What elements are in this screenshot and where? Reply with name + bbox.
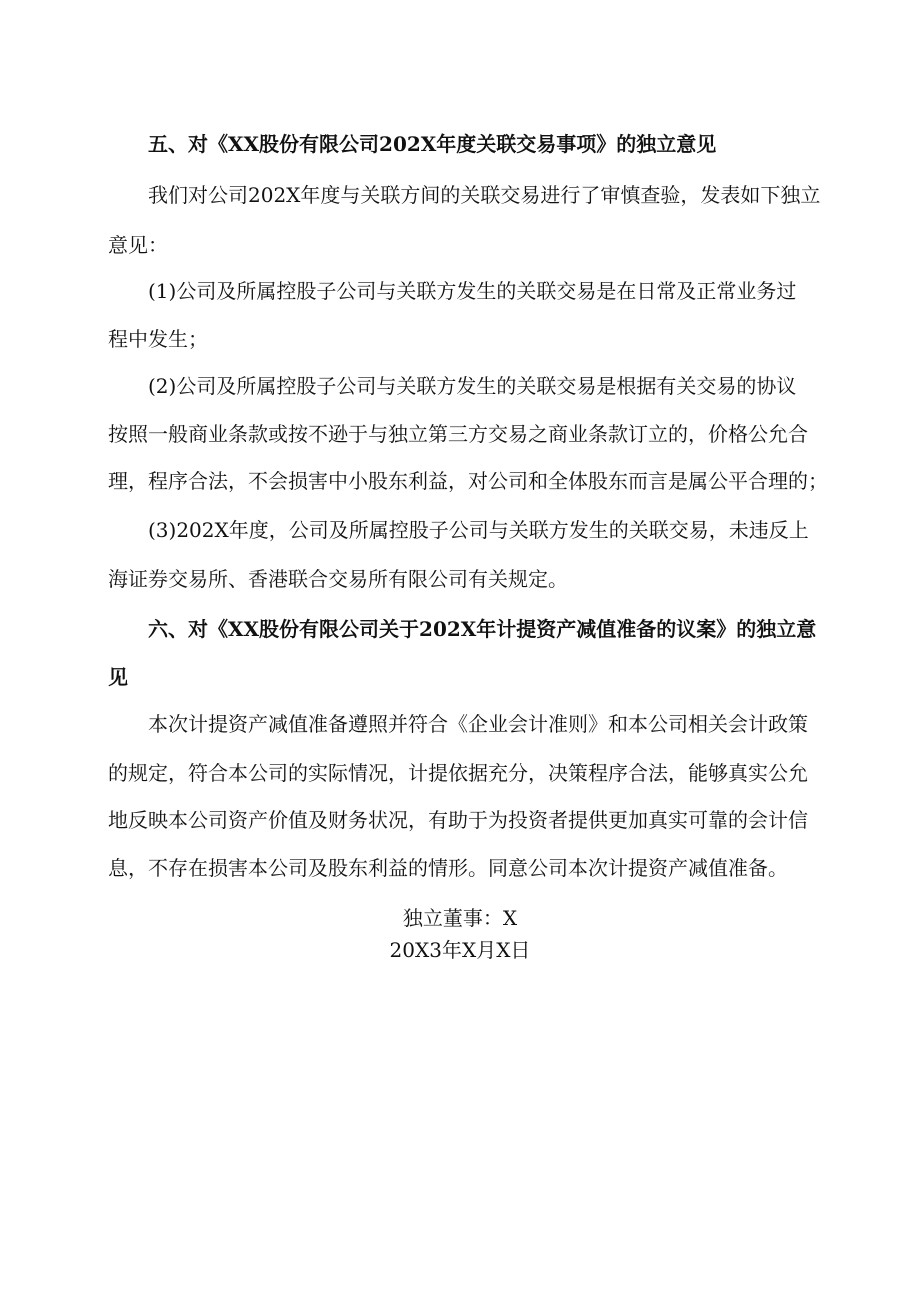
section6-heading-line-1: 六、对《XX股份有限公司关于202X年计提资产减值准备的议案》的独立意: [148, 617, 817, 641]
section6-body-line-4: 息，不存在损害本公司及股东利益的情形。同意公司本次计提资产减值准备。: [108, 856, 788, 880]
section5-item1-line-1: (1)公司及所属控股子公司与关联方发生的关联交易是在日常及正常业务过: [148, 279, 797, 303]
section5-intro-line-2: 意见：: [108, 233, 168, 257]
section5-item3-line-1: (3)202X年度，公司及所属控股子公司与关联方发生的关联交易，未违反上: [148, 518, 809, 542]
section5-item2-line-3: 理，程序合法，不会损害中小股东利益，对公司和全体股东而言是属公平合理的；: [108, 469, 828, 493]
section5-item2-line-2: 按照一般商业条款或按不逊于与独立第三方交易之商业条款订立的，价格公允合: [108, 422, 808, 446]
section5-item3-line-2: 海证券交易所、香港联合交易所有限公司有关规定。: [108, 567, 568, 591]
section5-item2-line-1: (2)公司及所属控股子公司与关联方发生的关联交易是根据有关交易的协议: [148, 374, 797, 398]
signature-director: 独立董事：X: [402, 906, 518, 930]
section5-intro-line-1: 我们对公司202X年度与关联方间的关联交易进行了审慎查验，发表如下独立: [148, 183, 821, 207]
section5-item1-line-2: 程中发生；: [108, 327, 208, 351]
section6-body-line-2: 的规定，符合本公司的实际情况，计提依据充分，决策程序合法，能够真实公允: [108, 761, 808, 785]
section6-heading-line-2: 见: [108, 665, 128, 689]
section6-body-line-1: 本次计提资产减值准备遵照并符合《企业会计准则》和本公司相关会计政策: [148, 712, 808, 736]
section6-body-line-3: 地反映本公司资产价值及财务状况，有助于为投资者提供更加真实可靠的会计信: [108, 808, 808, 832]
signature-date: 20X3年X月X日: [389, 938, 531, 962]
section5-heading: 五、对《XX股份有限公司202X年度关联交易事项》的独立意见: [148, 132, 717, 156]
